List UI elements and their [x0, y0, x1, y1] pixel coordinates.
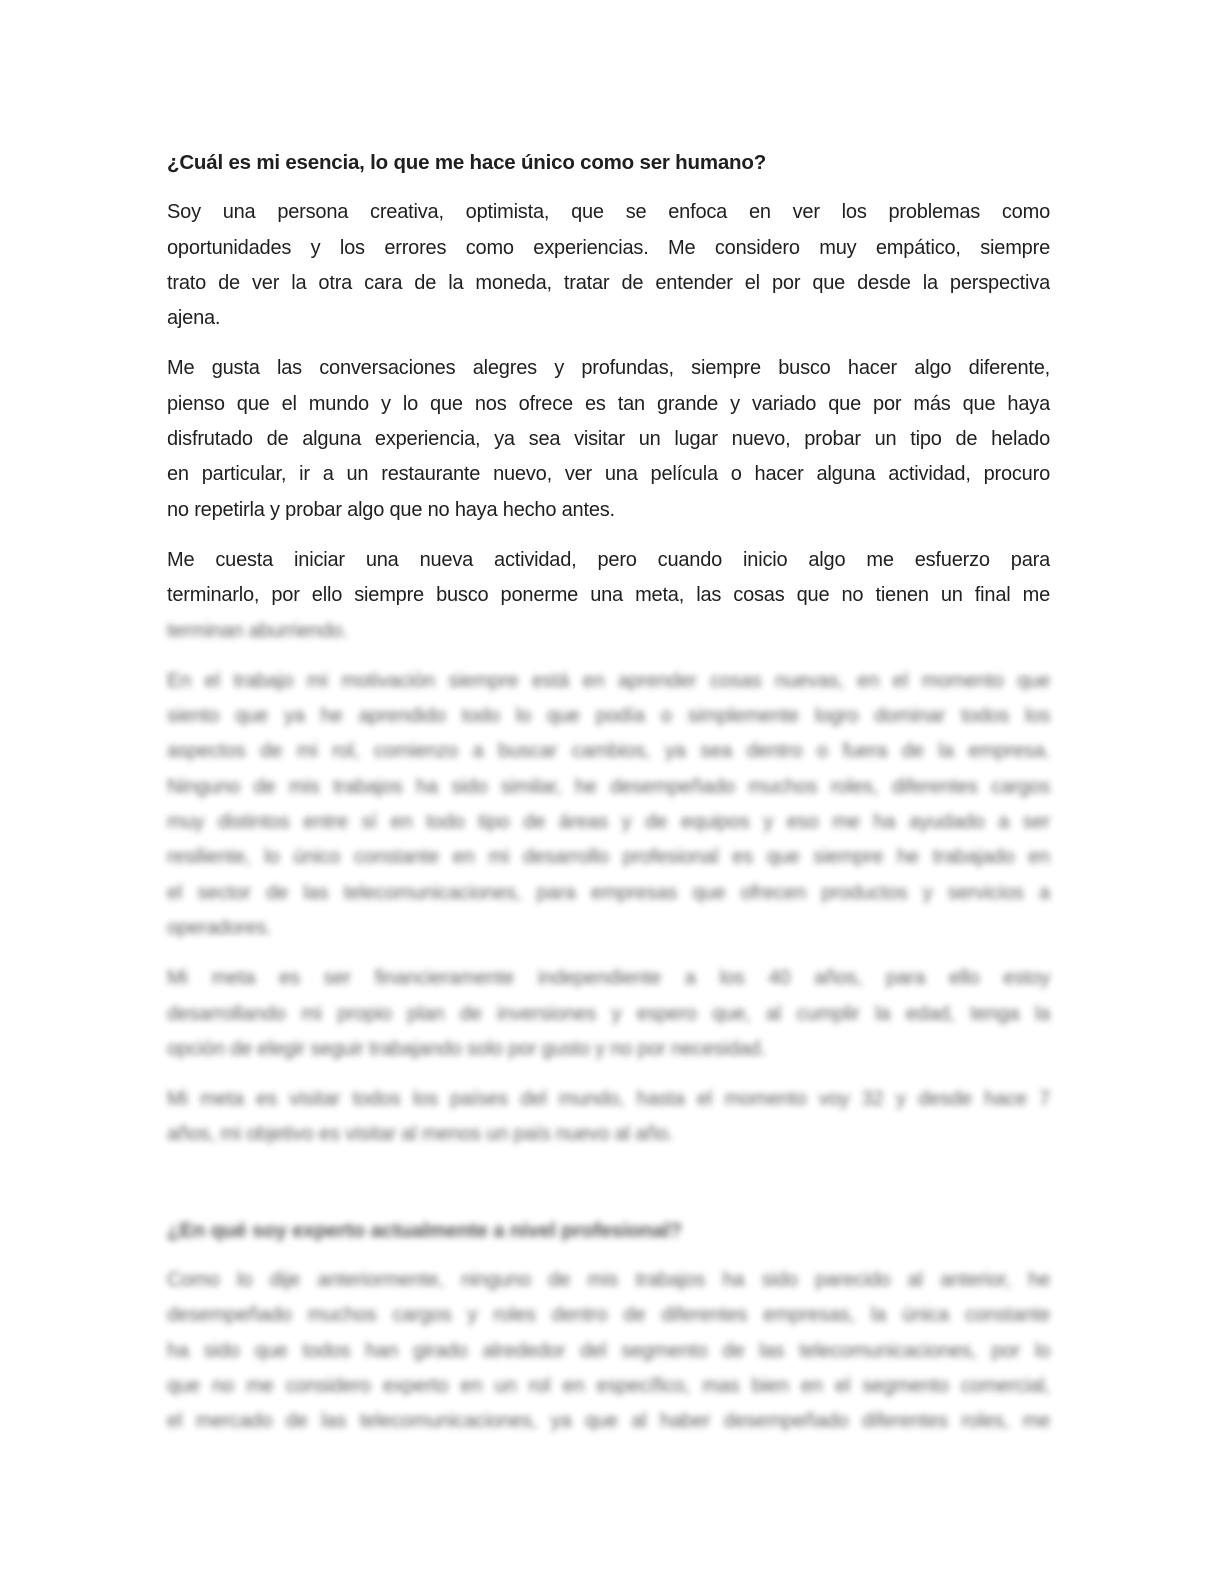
- redacted-text-line: aspectos de mi rol, comienzo a buscar cambios, ya sea dentro o fuera de la empresa.: [167, 740, 1050, 763]
- redacted-text-line: Mi meta es visitar todos los países del mundo, hasta el momento voy 32 y desde hace 7: [167, 1088, 1050, 1111]
- text-line: trato de ver la otra cara de la moneda, tratar de entender el por que desde la perspectiva: [167, 271, 1050, 294]
- text-line: no repetirla y probar algo que no haya hecho antes.: [167, 498, 615, 521]
- redacted-text-line: resiliente, lo único constante en mi desarrollo profesional es que siempre he trabajado en: [167, 846, 1050, 869]
- paragraph-goals: [167, 543, 1050, 649]
- text-line: Me gusta las conversaciones alegres y profundas, siempre busco hacer algo diferente,: [167, 357, 1050, 380]
- paragraph-work-motivation-redacted: [167, 664, 1050, 946]
- redacted-text-line: operadores.: [167, 916, 272, 939]
- redacted-text-line: siento que ya he aprendido todo lo que podía o simplemente logro dominar todos los: [167, 705, 1050, 728]
- text-line: disfrutado de alguna experiencia, ya sea visitar un lugar nuevo, probar un tipo de helado: [167, 428, 1050, 451]
- text-line: oportunidades y los errores como experiencias. Me considero muy empático, siempre: [167, 236, 1050, 259]
- redacted-text-line: desempeñado muchos cargos y roles dentro de diferentes empresas, la única constante: [167, 1304, 1050, 1327]
- paragraph-conversations: [167, 351, 1050, 527]
- redacted-text-line: Como lo dije anteriormente, ninguno de mis trabajos ha sido parecido al anterior, he: [167, 1269, 1050, 1292]
- redacted-text-line: En el trabajo mi motivación siempre está en aprender cosas nuevas, en el momento que: [167, 669, 1050, 692]
- paragraph-expertise-redacted: [167, 1263, 1050, 1439]
- paragraph-travel-goal-redacted: [167, 1082, 1050, 1153]
- question-heading-essence: ¿Cuál es mi esencia, lo que me hace único como ser humano?: [167, 151, 767, 174]
- redacted-text-line: opción de elegir seguir trabajando solo por gusto y no por necesidad.: [167, 1037, 766, 1060]
- redacted-text-line: que no me considero experto en un rol en específico, mas bien en el segmento comercial,: [167, 1374, 1050, 1397]
- text-line: ajena.: [167, 307, 221, 330]
- text-line: Soy una persona creativa, optimista, que se enfoca en ver los problemas como: [167, 201, 1050, 224]
- paragraph-financial-goal-redacted: [167, 961, 1050, 1067]
- paragraph-personality: [167, 195, 1050, 336]
- redacted-text-line: Mi meta es ser financieramente independiente a los 40 años, para ello estoy: [167, 967, 1050, 990]
- document-page: [167, 145, 1050, 1455]
- text-line: pienso que el mundo y lo que nos ofrece es tan grande y variado que por más que haya: [167, 392, 1050, 415]
- redacted-text-line: desarrollando mi propio plan de inversiones y espero que, al cumplir la edad, tenga la: [167, 1002, 1050, 1025]
- redacted-text-line: años, mi objetivo es visitar al menos un país nuevo al año.: [167, 1123, 674, 1146]
- redacted-text-line: el mercado de las telecomunicaciones, ya que al haber desempeñado diferentes roles, me: [167, 1410, 1050, 1433]
- text-line: Me cuesta iniciar una nueva actividad, pero cuando inicio algo me esfuerzo para: [167, 548, 1050, 571]
- text-line: en particular, ir a un restaurante nuevo, ver una película o hacer alguna actividad, procuro: [167, 463, 1050, 486]
- question-heading-expertise-redacted: ¿En qué soy experto actualmente a nivel profesional?: [167, 1218, 682, 1242]
- redacted-text-line: Ninguno de mis trabajos ha sido similar, he desempeñado muchos roles, diferentes cargos: [167, 775, 1050, 798]
- redacted-text-line: muy distintos entre sí en todo tipo de áreas y de equipos y eso me ha ayudado a ser: [167, 811, 1050, 834]
- redacted-text-line: el sector de las telecomunicaciones, para empresas que ofrecen productos y servicios a: [167, 881, 1050, 904]
- redacted-text-line: ha sido que todos han girado alrededor del segmento de las telecomunicaciones, por lo: [167, 1339, 1050, 1362]
- redacted-text-line: terminan aburriendo.: [167, 619, 348, 642]
- text-line: terminarlo, por ello siempre busco ponerme una meta, las cosas que no tienen un final me: [167, 584, 1050, 607]
